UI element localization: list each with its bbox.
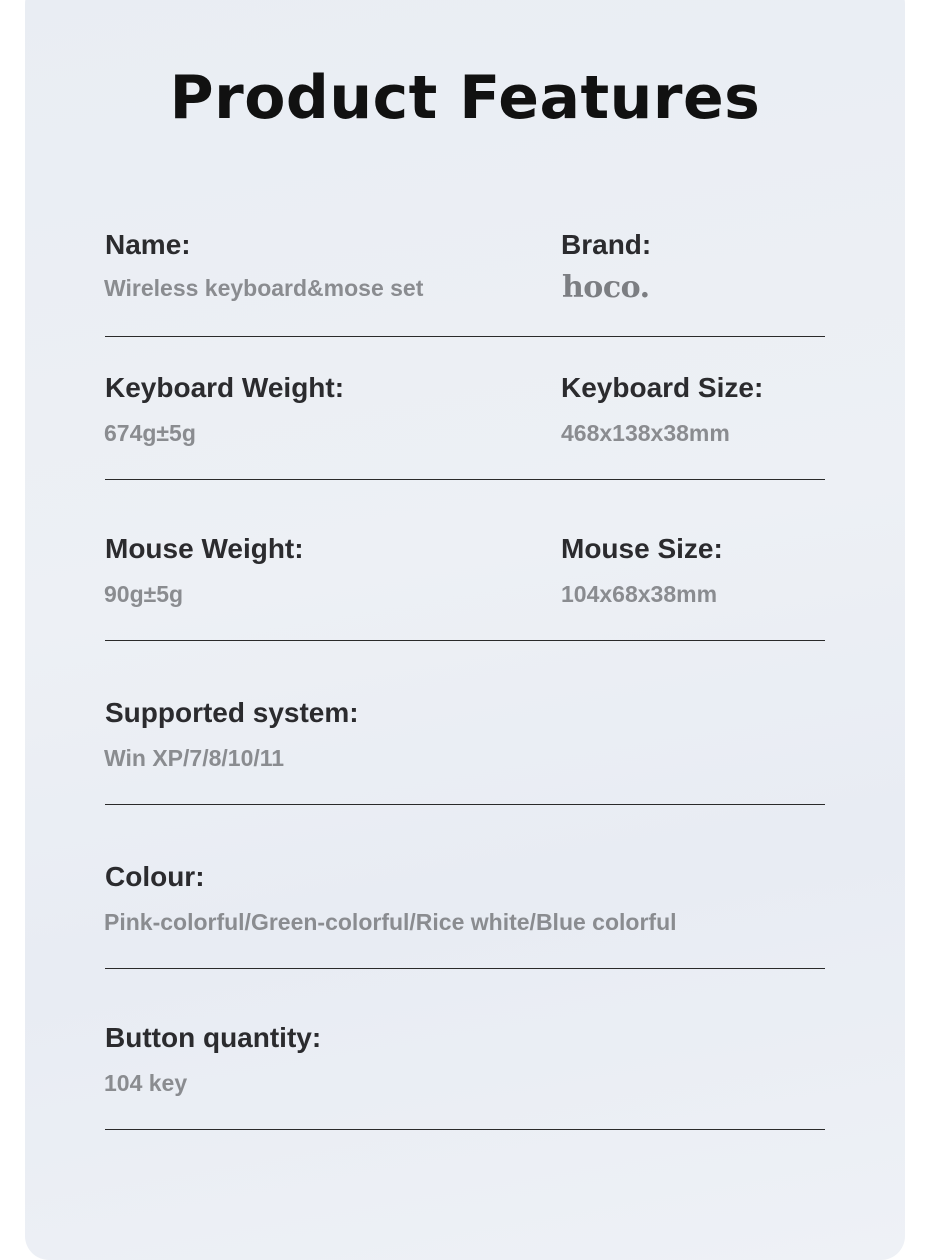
brand-label: Brand: <box>561 229 652 260</box>
button-quantity-value: 104 key <box>104 1070 188 1096</box>
divider <box>105 479 825 480</box>
divider <box>105 1129 825 1130</box>
divider <box>105 640 825 641</box>
page-title: Product Features <box>169 63 761 133</box>
mouse-weight-value: 90g±5g <box>104 581 184 607</box>
supported-system-label: Supported system: <box>105 697 359 728</box>
colour-label: Colour: <box>105 861 205 892</box>
keyboard-size-label: Keyboard Size: <box>561 372 764 403</box>
keyboard-weight-label: Keyboard Weight: <box>105 372 345 403</box>
mouse-size-label: Mouse Size: <box>561 533 723 564</box>
mouse-size-value: 104x68x38mm <box>561 581 718 607</box>
button-quantity-label: Button quantity: <box>105 1022 322 1053</box>
mouse-weight-label: Mouse Weight: <box>105 533 304 564</box>
keyboard-size-value: 468x138x38mm <box>561 420 730 446</box>
keyboard-weight-value: 674g±5g <box>104 420 196 446</box>
divider <box>105 968 825 969</box>
name-label: Name: <box>105 229 191 260</box>
name-value: Wireless keyboard&mose set <box>104 275 424 301</box>
supported-system-value: Win XP/7/8/10/11 <box>104 745 285 771</box>
divider <box>105 336 825 337</box>
brand-logo: hoco. <box>562 270 650 305</box>
colour-value: Pink-colorful/Green-colorful/Rice white/Blue colorful <box>104 909 677 935</box>
divider <box>105 804 825 805</box>
